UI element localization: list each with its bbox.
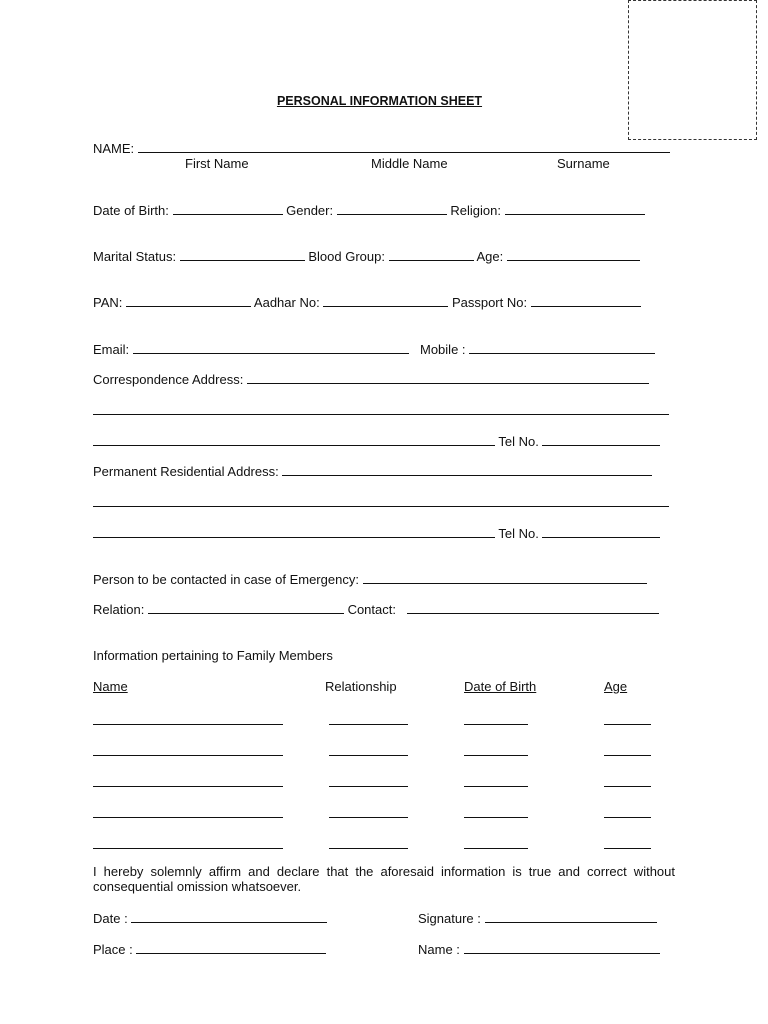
family-dob-line[interactable] — [464, 743, 528, 756]
blood-group-line[interactable] — [389, 248, 474, 261]
marital-blood-age-row — [93, 248, 640, 264]
dob-line[interactable] — [173, 202, 283, 215]
permanent-tel-row — [93, 525, 660, 541]
signature-field — [418, 910, 657, 926]
date-line[interactable] — [131, 910, 327, 923]
date-field — [93, 910, 327, 926]
family-col-relationship: Relationship — [325, 679, 397, 694]
passport-line[interactable] — [531, 294, 641, 307]
place-line[interactable] — [136, 941, 326, 954]
gender-label: Gender: — [286, 203, 334, 218]
family-dob-line[interactable] — [464, 805, 528, 818]
contact-label: Contact: — [347, 602, 396, 617]
relation-line[interactable] — [148, 601, 344, 614]
footer-name-field — [418, 941, 660, 957]
pan-label: PAN: — [93, 295, 123, 310]
family-age-line[interactable] — [604, 774, 651, 787]
family-relationship-line[interactable] — [329, 805, 408, 818]
family-age-line[interactable] — [604, 712, 651, 725]
first-name-caption: First Name — [185, 156, 249, 171]
correspondence-address-row-2 — [93, 402, 669, 418]
permanent-address-row — [93, 463, 652, 479]
family-dob-line[interactable] — [464, 774, 528, 787]
family-name-line[interactable] — [93, 774, 283, 787]
correspondence-address-line-1[interactable] — [247, 371, 649, 384]
permanent-address-line-2[interactable] — [93, 494, 669, 507]
correspondence-tel-row — [93, 433, 660, 449]
page-title: PERSONAL INFORMATION SHEET — [276, 94, 483, 108]
aadhar-label: Aadhar No: — [253, 295, 320, 310]
family-name-line[interactable] — [93, 712, 283, 725]
family-name-line[interactable] — [93, 743, 283, 756]
photo-placeholder-box[interactable] — [628, 0, 757, 140]
family-relationship-line[interactable] — [329, 743, 408, 756]
pan-aadhar-passport-row — [93, 294, 641, 310]
name-line[interactable] — [138, 140, 670, 153]
dob-gender-religion-row — [93, 202, 645, 218]
family-col-dob: Date of Birth — [464, 679, 537, 694]
declaration-text: I hereby solemnly affirm and declare that the aforesaid information is true and correct without consequential omission whatsoever. — [93, 864, 675, 894]
family-col-name: Name — [93, 679, 128, 694]
family-age-line[interactable] — [604, 836, 651, 849]
footer-name-label: Name : — [418, 942, 460, 957]
family-age-line[interactable] — [604, 743, 651, 756]
family-relationship-line[interactable] — [329, 836, 408, 849]
permanent-address-line-1[interactable] — [282, 463, 652, 476]
family-name-line[interactable] — [93, 805, 283, 818]
email-line[interactable] — [133, 341, 409, 354]
family-members-heading: Information pertaining to Family Members — [93, 648, 333, 663]
place-field — [93, 941, 326, 957]
aadhar-line[interactable] — [323, 294, 448, 307]
name-field — [93, 140, 670, 156]
permanent-tel-line[interactable] — [542, 525, 660, 538]
correspondence-address-label: Correspondence Address: — [93, 372, 244, 387]
family-col-age: Age — [604, 679, 628, 694]
pan-line[interactable] — [126, 294, 251, 307]
permanent-address-row-2 — [93, 494, 669, 510]
emergency-contact-line[interactable] — [363, 571, 647, 584]
correspondence-tel-line[interactable] — [542, 433, 660, 446]
religion-line[interactable] — [505, 202, 645, 215]
place-label: Place : — [93, 942, 133, 957]
family-dob-line[interactable] — [464, 712, 528, 725]
family-relationship-line[interactable] — [329, 712, 408, 725]
date-label: Date : — [93, 911, 128, 926]
correspondence-address-line-3[interactable] — [93, 433, 495, 446]
family-name-line[interactable] — [93, 836, 283, 849]
email-label: Email: — [93, 342, 130, 357]
relation-label: Relation: — [93, 602, 145, 617]
footer-name-line[interactable] — [464, 941, 660, 954]
correspondence-address-row — [93, 371, 649, 387]
family-dob-line[interactable] — [464, 836, 528, 849]
signature-label: Signature : — [418, 911, 481, 926]
age-label: Age: — [476, 249, 504, 264]
signature-line[interactable] — [485, 910, 657, 923]
blood-group-label: Blood Group: — [308, 249, 385, 264]
gender-line[interactable] — [337, 202, 447, 215]
mobile-label: Mobile : — [420, 342, 466, 357]
contact-line[interactable] — [407, 601, 659, 614]
surname-caption: Surname — [557, 156, 610, 171]
correspondence-address-line-2[interactable] — [93, 402, 669, 415]
mobile-line[interactable] — [469, 341, 655, 354]
tel-label: Tel No. — [498, 526, 539, 541]
emergency-contact-label: Person to be contacted in case of Emergency: — [93, 572, 359, 587]
middle-name-caption: Middle Name — [371, 156, 448, 171]
age-line[interactable] — [507, 248, 640, 261]
name-label: NAME: — [93, 141, 135, 156]
marital-status-line[interactable] — [180, 248, 305, 261]
relation-contact-row — [93, 601, 659, 617]
permanent-address-line-3[interactable] — [93, 525, 495, 538]
marital-status-label: Marital Status: — [93, 249, 177, 264]
passport-label: Passport No: — [451, 295, 528, 310]
tel-label: Tel No. — [498, 434, 539, 449]
emergency-contact-row — [93, 571, 647, 587]
family-relationship-line[interactable] — [329, 774, 408, 787]
religion-label: Religion: — [450, 203, 501, 218]
dob-label: Date of Birth: — [93, 203, 169, 218]
family-age-line[interactable] — [604, 805, 651, 818]
email-mobile-row — [93, 341, 655, 357]
permanent-address-label: Permanent Residential Address: — [93, 464, 279, 479]
